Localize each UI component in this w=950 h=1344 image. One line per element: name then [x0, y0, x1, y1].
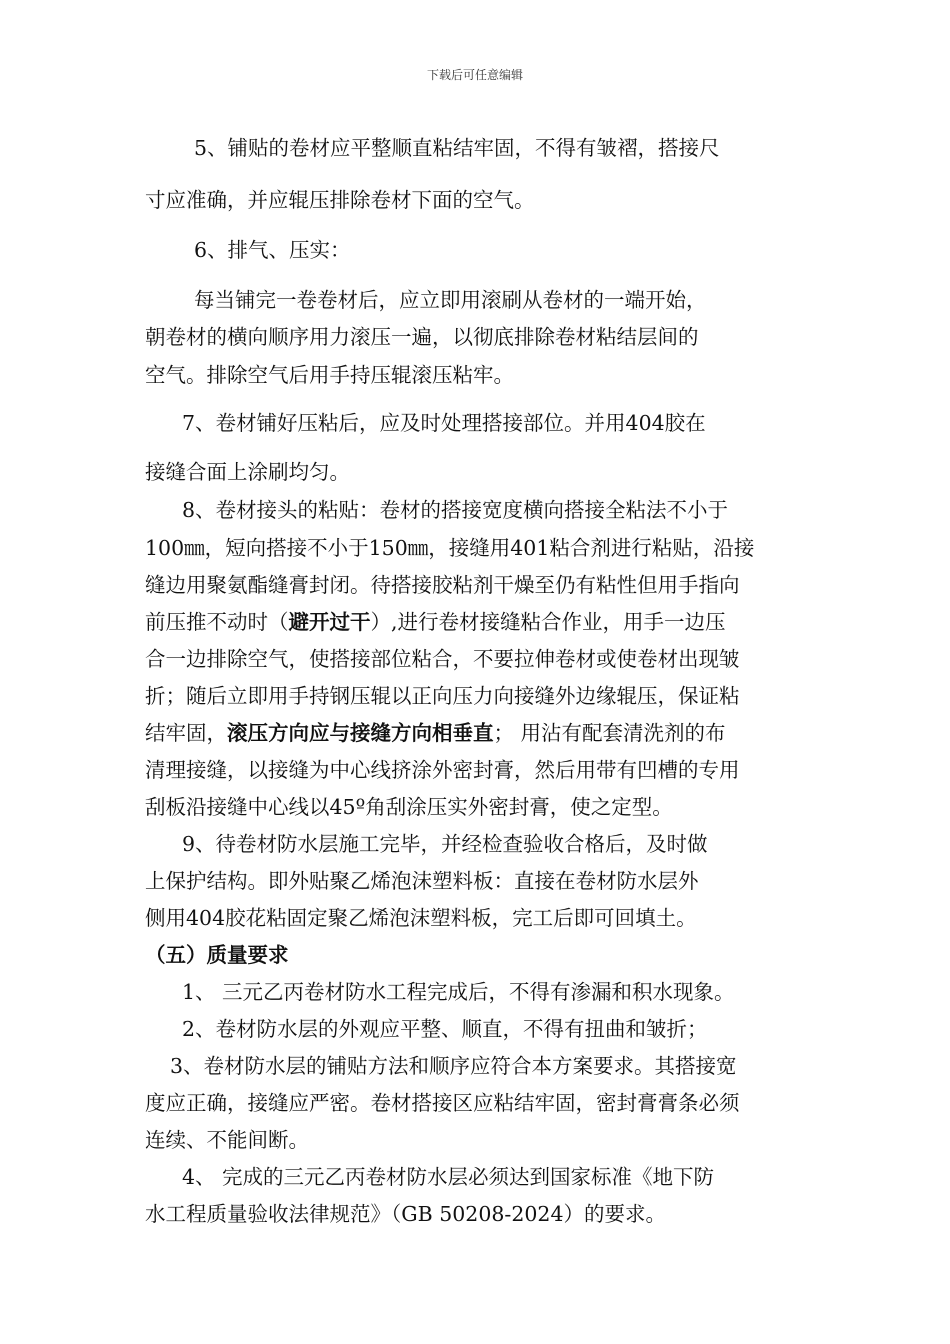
text-line: 8、卷材接头的粘贴：卷材的搭接宽度横向搭接全粘法不小于 [182, 498, 729, 522]
text-line: 合一边排除空气，使搭接部位粘合，不要拉伸卷材或使卷材出现皱 [145, 647, 740, 671]
text-line: 上保护结构。即外贴聚乙烯泡沫塑料板：直接在卷材防水层外 [145, 869, 699, 893]
bold-emphasis: 滚压方向应与接缝方向相垂直 [227, 721, 494, 745]
text-line: 寸应准确，并应辊压排除卷材下面的空气。 [145, 188, 535, 212]
text-line [145, 719, 726, 747]
text-line: 5、铺贴的卷材应平整顺直粘结牢固，不得有皱褶，搭接尺 [194, 136, 720, 160]
section-heading: （五）质量要求 [145, 943, 289, 967]
text-line: 连续、不能间断。 [145, 1128, 309, 1152]
text-line: 侧用404胶花粘固定聚乙烯泡沫塑料板，完工后即可回填土。 [145, 906, 697, 930]
text-line: 100㎜，短向搭接不小于150㎜，接缝用401粘合剂进行粘贴，沿接 [145, 536, 755, 560]
text-line: 每当铺完一卷卷材后，应立即用滚刷从卷材的一端开始， [194, 288, 707, 312]
text-line: 刮板沿接缝中心线以45º角刮涂压实外密封膏，使之定型。 [145, 795, 673, 819]
page-header: 下载后可任意编辑 [426, 68, 523, 82]
text-line: 折；随后立即用手持钢压辊以正向压力向接缝外边缘辊压，保证粘 [145, 684, 740, 708]
text-segment: ）,进行卷材接缝粘合作业，用手一边压 [370, 610, 726, 634]
text-segment: ； 用沾有配套清洗剂的布 [493, 721, 726, 745]
bold-emphasis: 避开过干 [288, 610, 371, 634]
text-line: 清理接缝，以接缝为中心线挤涂外密封膏，然后用带有凹槽的专用 [145, 758, 740, 782]
text-line: 6、排气、压实： [194, 238, 351, 262]
text-line [145, 608, 726, 636]
text-line: 朝卷材的横向顺序用力滚压一遍，以彻底排除卷材粘结层间的 [145, 325, 699, 349]
text-line: 4、 完成的三元乙丙卷材防水层必须达到国家标准《地下防 [182, 1165, 715, 1189]
text-line: 1、 三元乙丙卷材防水工程完成后，不得有渗漏和积水现象。 [182, 980, 735, 1004]
text-line: 水工程质量验收法律规范》（GB 50208-2024）的要求。 [145, 1202, 667, 1226]
text-line: 9、待卷材防水层施工完毕，并经检查验收合格后，及时做 [182, 832, 708, 856]
text-line: 2、卷材防水层的外观应平整、顺直，不得有扭曲和皱折； [182, 1017, 708, 1041]
text-segment: 前压推不动时（ [145, 610, 289, 634]
text-line: 空气。排除空气后用手持压辊滚压粘牢。 [145, 363, 514, 387]
text-line: 3、卷材防水层的铺贴方法和顺序应符合本方案要求。其搭接宽 [170, 1054, 737, 1078]
text-line: 7、卷材铺好压粘后，应及时处理搭接部位。并用404胶在 [182, 411, 706, 435]
text-segment: 结牢固， [145, 721, 227, 745]
text-line: 缝边用聚氨酯缝膏封闭。待搭接胶粘剂干燥至仍有粘性但用手指向 [145, 573, 740, 597]
text-line: 度应正确，接缝应严密。卷材搭接区应粘结牢固，密封膏膏条必须 [145, 1091, 740, 1115]
text-line: 接缝合面上涂刷均匀。 [145, 460, 350, 484]
